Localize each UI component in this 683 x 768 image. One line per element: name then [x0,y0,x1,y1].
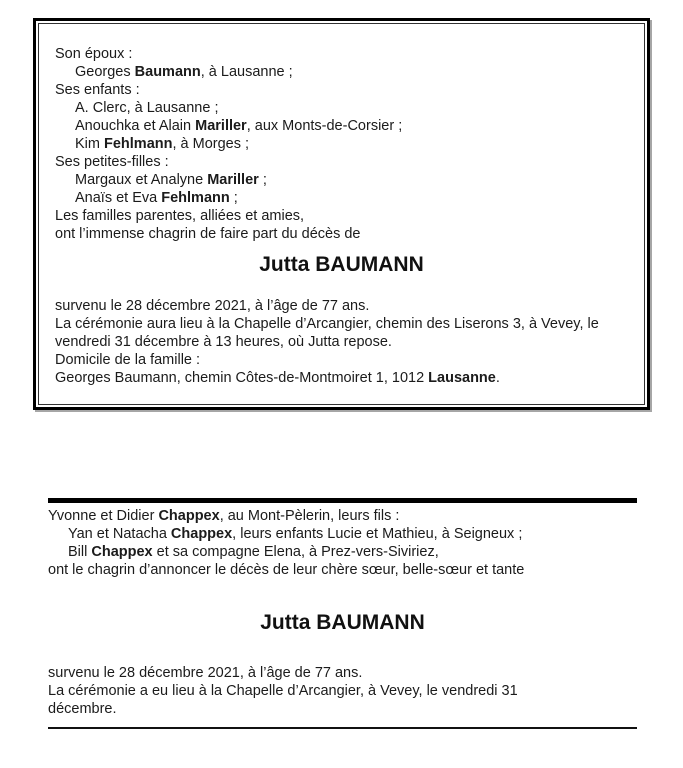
text-segment: survenu le 28 décembre 2021, à l’âge de 77 ans. [55,298,370,314]
text-segment: Bill [68,544,92,560]
text-line [55,351,628,369]
text-segment: Fehlmann [104,136,173,152]
text-line [55,81,628,99]
text-segment: Ses petites-filles : [55,154,169,170]
text-line [48,664,637,682]
notice-inner-border [38,23,645,405]
text-line [55,171,628,189]
deceased-name: Jutta BAUMANN [259,253,424,276]
text-segment: Yan et Natacha [68,526,171,542]
text-segment: , aux Monts-de-Corsier ; [246,118,403,134]
text-segment: , au Mont-Pèlerin, leurs fils : [219,508,400,524]
text-segment: Baumann [134,64,201,80]
death-notice-boxed [33,18,650,410]
text-segment: Chappex [91,544,153,560]
text-line [55,315,628,333]
death-notice-plain [48,498,637,729]
text-segment: , leurs enfants Lucie et Mathieu, à Seigneux ; [232,526,523,542]
text-segment: Fehlmann [161,190,230,206]
text-line [48,561,637,579]
deceased-name: Jutta BAUMANN [260,611,425,634]
text-segment: Les familles parentes, alliées et amies, [55,208,305,224]
text-segment: ont l’immense chagrin de faire part du décès de [55,226,361,242]
text-segment: Anouchka et Alain [75,118,196,134]
text-segment: Mariller [195,118,247,134]
text-line [55,369,628,387]
text-line [55,189,628,207]
text-segment: Georges [75,64,135,80]
text-segment: Ses enfants : [55,82,140,98]
text-segment: A. Clerc, à Lausanne ; [75,100,219,116]
text-segment: et sa compagne Elena, à Prez-vers-Siviriez, [152,544,439,560]
text-line [55,207,628,225]
top-rule [48,498,637,503]
text-segment: Anaïs et Eva [75,190,162,206]
ceremony-details [55,297,628,387]
text-segment: La cérémonie aura lieu à la Chapelle d’Arcangier, chemin des Liserons 3, à Vevey, le [55,316,599,332]
ceremony-details [48,664,637,718]
text-segment: La cérémonie a eu lieu à la Chapelle d’Arcangier, à Vevey, le vendredi 31 [48,683,518,699]
text-line [48,525,637,543]
text-segment: Yvonne et Didier [48,508,159,524]
text-line [55,117,628,135]
text-segment: . [495,370,500,386]
text-line [48,507,637,525]
text-line [55,63,628,81]
text-segment: Domicile de la famille : [55,352,201,368]
text-segment: Chappex [158,508,220,524]
text-segment: ont le chagrin d’annoncer le décès de leur chère sœur, belle-sœur et tante [48,562,525,578]
text-segment: ; [258,172,267,188]
text-line [55,45,628,63]
text-segment: Margaux et Analyne [75,172,208,188]
text-segment: Son époux : [55,46,133,62]
text-line [55,297,628,315]
text-line [55,153,628,171]
text-segment: Chappex [170,526,233,542]
text-line [48,682,637,700]
text-line [55,99,628,117]
text-line [55,135,628,153]
family-lines [55,45,628,243]
bottom-rule [48,727,637,729]
text-line [48,543,637,561]
text-line [55,225,628,243]
text-segment: ; [229,190,238,206]
text-segment: Kim [75,136,104,152]
text-segment: Lausanne [428,370,496,386]
text-segment: Georges Baumann, chemin Côtes-de-Montmoiret 1, 1012 [55,370,429,386]
text-segment: , à Morges ; [172,136,250,152]
text-segment: survenu le 28 décembre 2021, à l’âge de 77 ans. [48,665,363,681]
text-segment: Mariller [207,172,259,188]
text-segment: vendredi 31 décembre à 13 heures, où Jutta repose. [55,334,392,350]
text-segment: décembre. [48,701,117,717]
family-lines [48,507,637,579]
text-line [48,700,637,718]
text-segment: , à Lausanne ; [200,64,293,80]
text-line [55,333,628,351]
